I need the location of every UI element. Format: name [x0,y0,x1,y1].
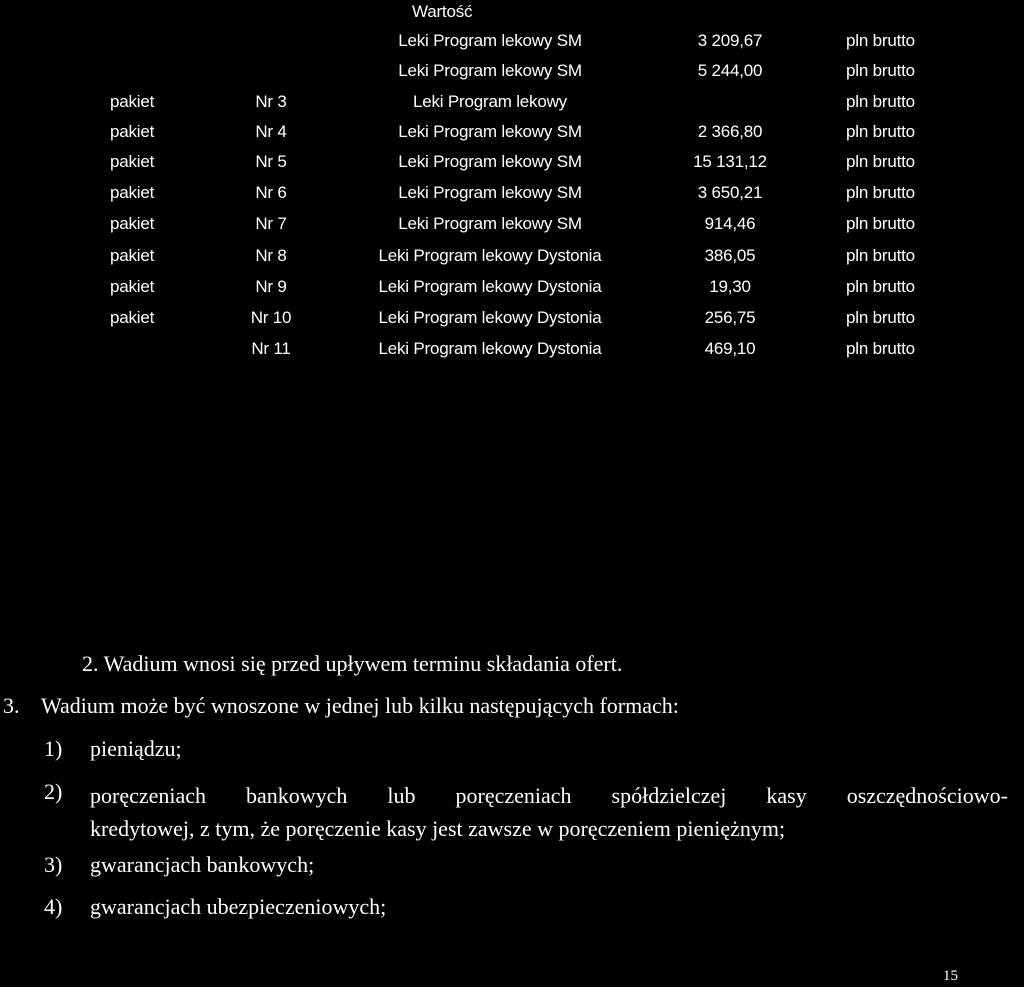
table-row [0,308,1024,332]
list-item-line-justified [90,779,1008,812]
pakiet-number: Nr 10 [250,308,292,327]
pakiet-number: Nr 7 [255,214,287,233]
amount-value: 386,05 [704,246,756,265]
table-header-wartosc: Wartość [412,2,473,21]
table-row [0,61,1024,85]
table-row [0,214,1024,238]
program-name: Leki Program lekowy SM [398,183,582,202]
program-name: Leki Program lekowy SM [398,152,582,171]
pakiet-label: pakiet [110,308,155,327]
word: spółdzielczej [611,783,727,808]
amount-value: 2 366,80 [697,122,763,141]
list-item-text: gwarancjach bankowych; [90,852,315,877]
amount-unit: pln brutto [846,339,915,358]
amount-unit: pln brutto [846,152,915,171]
table-row [0,277,1024,301]
pakiet-number: Nr 6 [255,183,287,202]
pakiet-label: pakiet [110,183,155,202]
page-number: 15 [943,968,958,984]
table-row [0,92,1024,116]
amount-unit: pln brutto [846,183,915,202]
list-item-number: 4) [44,894,63,919]
pakiet-label: pakiet [110,277,155,296]
amount-unit: pln brutto [846,214,915,233]
pakiet-number: Nr 3 [255,92,287,111]
program-name: Leki Program lekowy SM [398,122,582,141]
pakiet-label: pakiet [110,152,155,171]
pakiet-label: pakiet [110,122,155,141]
amount-value: 914,46 [704,214,756,233]
amount-value: 469,10 [704,339,756,358]
pakiet-number: Nr 4 [255,122,287,141]
program-name: Leki Program lekowy Dystonia [378,277,602,296]
program-name: Leki Program lekowy Dystonia [378,339,602,358]
list-item-line: kredytowej, z tym, że poręczenie kasy jest zawsze w poręczeniem pieniężnym; [90,816,786,841]
paragraph-3-number: 3. [3,693,20,718]
paragraph-3: Wadium może być wnoszone w jednej lub kilku następujących formach: [41,693,679,718]
table-row [0,246,1024,270]
pakiet-label: pakiet [110,92,155,111]
list-item-number: 1) [44,736,63,761]
amount-unit: pln brutto [846,246,915,265]
list-item-text: pieniądzu; [90,736,182,761]
program-name: Leki Program lekowy Dystonia [378,308,602,327]
list-item-number: 2) [44,779,63,804]
program-name: Leki Program lekowy SM [398,214,582,233]
amount-unit: pln brutto [846,92,915,111]
program-name: Leki Program lekowy [413,92,567,111]
word: oszczędnościowo- [846,783,1008,808]
list-item-text [90,779,1008,845]
amount-unit: pln brutto [846,277,915,296]
amount-value: 3 650,21 [697,183,763,202]
amount-unit: pln brutto [846,61,915,80]
table-row [0,183,1024,207]
amount-unit: pln brutto [846,31,915,50]
table-row [0,122,1024,146]
word: poręczeniach [455,783,572,808]
list-item-number: 3) [44,852,63,877]
amount-value: 19,30 [709,277,751,296]
word: bankowych [246,783,348,808]
program-name: Leki Program lekowy SM [398,31,582,50]
pakiet-label: pakiet [110,246,155,265]
pakiet-number: Nr 5 [255,152,287,171]
list-item-text: gwarancjach ubezpieczeniowych; [90,894,387,919]
pakiet-number: Nr 9 [255,277,287,296]
table-row [0,152,1024,176]
table-row [0,31,1024,55]
word: lub [387,783,416,808]
table-row [0,339,1024,363]
word: poręczeniach [90,783,207,808]
pakiet-number: Nr 11 [251,339,291,358]
amount-value: 256,75 [704,308,756,327]
amount-unit: pln brutto [846,122,915,141]
amount-unit: pln brutto [846,308,915,327]
paragraph-2: 2. Wadium wnosi się przed upływem terminu składania ofert. [82,651,623,676]
word: kasy [766,783,807,808]
pakiet-number: Nr 8 [255,246,287,265]
amount-value: 5 244,00 [697,61,763,80]
program-name: Leki Program lekowy Dystonia [378,246,602,265]
amount-value: 15 131,12 [693,152,767,171]
pakiet-label: pakiet [110,214,155,233]
program-name: Leki Program lekowy SM [398,61,582,80]
amount-value: 3 209,67 [697,31,763,50]
